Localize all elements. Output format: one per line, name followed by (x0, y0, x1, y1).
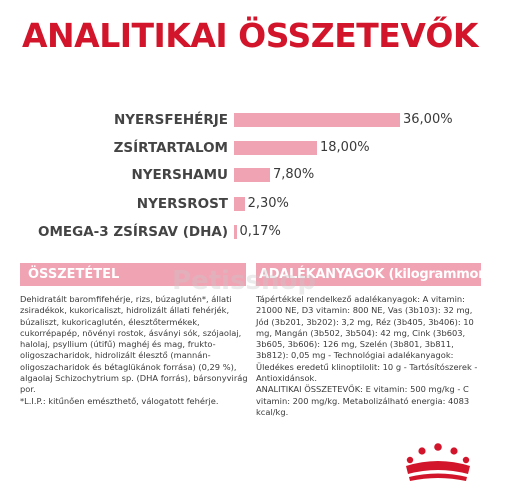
nutrient-row-protein (0, 109, 500, 131)
composition-column (20, 294, 248, 407)
additives-analytic: ANALITIKAI ÖSSZETEVŐK: E vitamin: 500 mg/kg - C vitamin: 200 mg/kg. Metabolizálható energia: 4083 kcal/kg. (256, 384, 470, 417)
page-title: ANALITIKAI ÖSSZETEVŐK (22, 16, 478, 55)
nutrient-label: NYERSFEHÉRJE (113, 112, 228, 128)
additives-header: ADALÉKANYAGOK (kilogrammonként) (256, 263, 481, 286)
nutrient-value: 2,30% (247, 196, 289, 211)
composition-footnote: *L.I.P.: kitűnően emészthető, válogatott fehérje. (20, 395, 219, 406)
nutrient-bar (234, 225, 237, 239)
nutrient-bar (234, 113, 400, 127)
nutrient-value: 7,80% (272, 167, 315, 182)
watermark-text: Petisshop (172, 266, 316, 296)
nutrient-label: OMEGA-3 ZSÍRSAV (DHA) (38, 224, 228, 240)
additives-text: Tápértékkel rendelkező adalékanyagok: A vitamin: 21000 NE, D3 vitamin: 800 NE, Vas (3b103): 32 mg, Jód (3b201, 3b202): 3,2 mg, Réz (3b405, 3b406): 10 mg, Mangán (3b502, 3b504): 42 mg, Cink (3b603, 3b605, 3b606): 126 mg, Szelén (3b801, 3b811, 3b812): 0,05 mg - Technológiai adalékanyagok: Üledékes eredetű klinoptilolit: 10 g - Tartósítószerek - Antioxidánsok. (256, 294, 478, 384)
composition-text: Dehidratált baromfifehérje, rizs, búzaglutén*, állati zsiradékok, kukoricaliszt, hidrolizált állati fehérjék, búzaliszt, kukoricaglutén, élesztőtermékek, cukorrépapép, növényi rostok, ásványi sók, szójaolaj, halolaj, psyllium (útifű) maghéj és mag, frukto-oligoszacharidok, hidrolizált élesztő (mannán-oligoszacharidok és bétaglükánok forrása) (0,29 %), algaolaj Schizochytrium sp. (DHA forrás), bársonyvirág por. (20, 294, 248, 395)
nutrient-value: 0,17% (239, 224, 281, 239)
nutrient-label: ZSÍRTARTALOM (113, 140, 228, 156)
additives-column (256, 294, 480, 418)
nutrient-bar (234, 197, 245, 211)
nutrient-value: 36,00% (403, 112, 453, 127)
royal-canin-crown-icon (398, 436, 478, 486)
nutrient-row-omega3 (0, 221, 500, 243)
nutrient-row-fat (0, 137, 500, 159)
nutrient-label: NYERSROST (136, 196, 228, 212)
nutrient-label: NYERSHAMU (131, 167, 228, 183)
nutrient-bar (234, 141, 317, 155)
nutrient-bar (234, 168, 270, 182)
nutrient-row-fiber (0, 193, 500, 215)
nutrient-row-ash (0, 164, 500, 186)
nutrient-value: 18,00% (320, 140, 370, 155)
composition-header: ÖSSZETÉTEL (20, 263, 246, 286)
